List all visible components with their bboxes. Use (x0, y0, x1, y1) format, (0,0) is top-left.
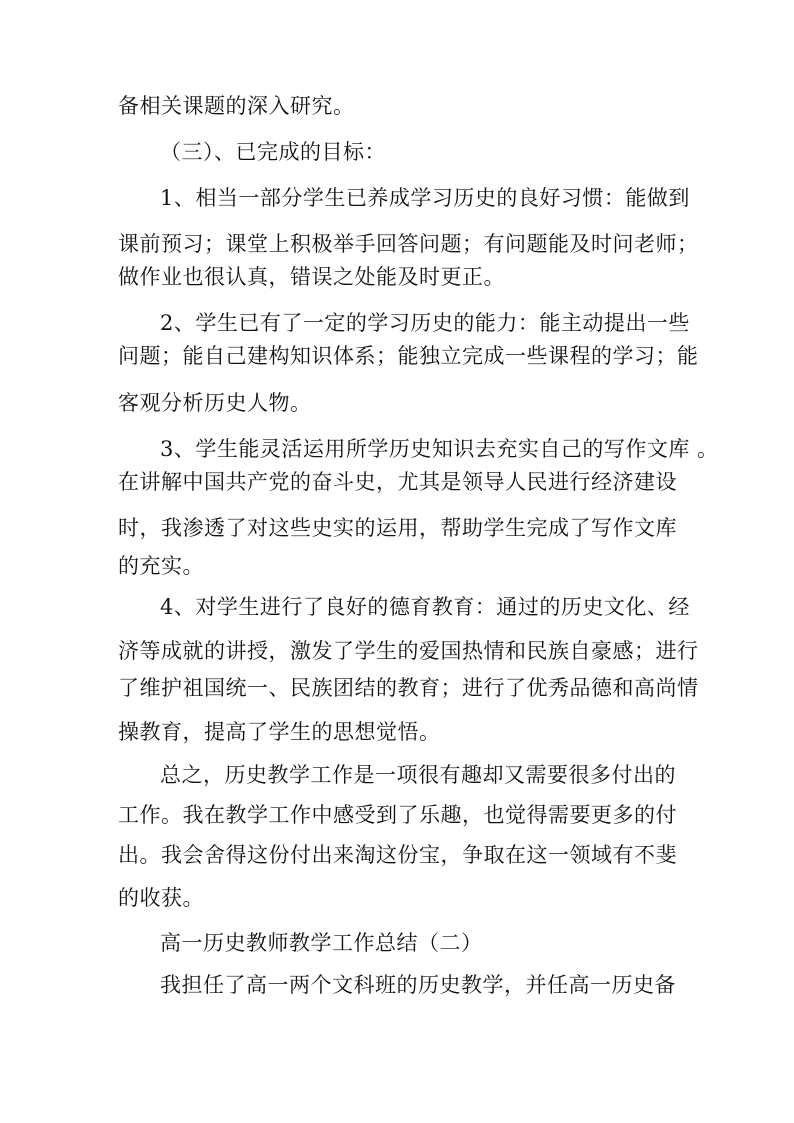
text-line: 出。我会舍得这份付出来淘这份宝，争取在这一领域有不斐 (118, 843, 677, 867)
section-heading: （三）、已完成的目标： (160, 140, 386, 164)
text-line: 1、相当一部分学生已养成学习历史的良好习惯：能做到 (160, 186, 690, 210)
text-line: 4、对学生进行了良好的德育教育：通过的历史文化、经 (160, 595, 690, 619)
text-line: 客观分析历史人物。 (118, 391, 312, 415)
text-line: 我担任了高一两个文科班的历史教学，并任高一历史备 (160, 973, 676, 997)
text-line: 操教育，提高了学生的思想觉悟。 (118, 720, 441, 744)
text-line: 做作业也很认真，错误之处能及时更正。 (118, 265, 505, 289)
text-line: 的充实。 (118, 554, 204, 578)
text-line: 的收获。 (118, 886, 204, 910)
text-line: 3、学生能灵活运用所学历史知识去充实自己的写作文库 。 (160, 437, 719, 461)
text-line: 在讲解中国共产党的奋斗史，尤其是领导人民进行经济建设 (118, 470, 677, 494)
text-line: 总之，历史教学工作是一项很有趣却又需要很多付出的 (160, 763, 676, 787)
text-line: 课前预习；课堂上积极举手回答问题；有问题能及时问老师； (118, 232, 699, 256)
section-title: 高一历史教师教学工作总结（二） (160, 931, 483, 955)
text-line: 2、学生已有了一定的学习历史的能力：能主动提出一些 (160, 311, 690, 335)
text-line: 备相关课题的深入研究。 (118, 94, 355, 118)
text-line: 时，我渗透了对这些史实的运用，帮助学生完成了写作文库 (118, 516, 677, 540)
text-line: 问题；能自己建构知识体系；能独立完成一些课程的学习；能 (118, 344, 699, 368)
text-line: 工作。我在教学工作中感受到了乐趣，也觉得需要更多的付 (118, 803, 677, 827)
text-line: 济等成就的讲授，激发了学生的爱国热情和民族自豪感；进行 (118, 639, 699, 663)
text-line: 了维护祖国统一、民族团结的教育；进行了优秀品德和高尚情 (118, 676, 699, 700)
